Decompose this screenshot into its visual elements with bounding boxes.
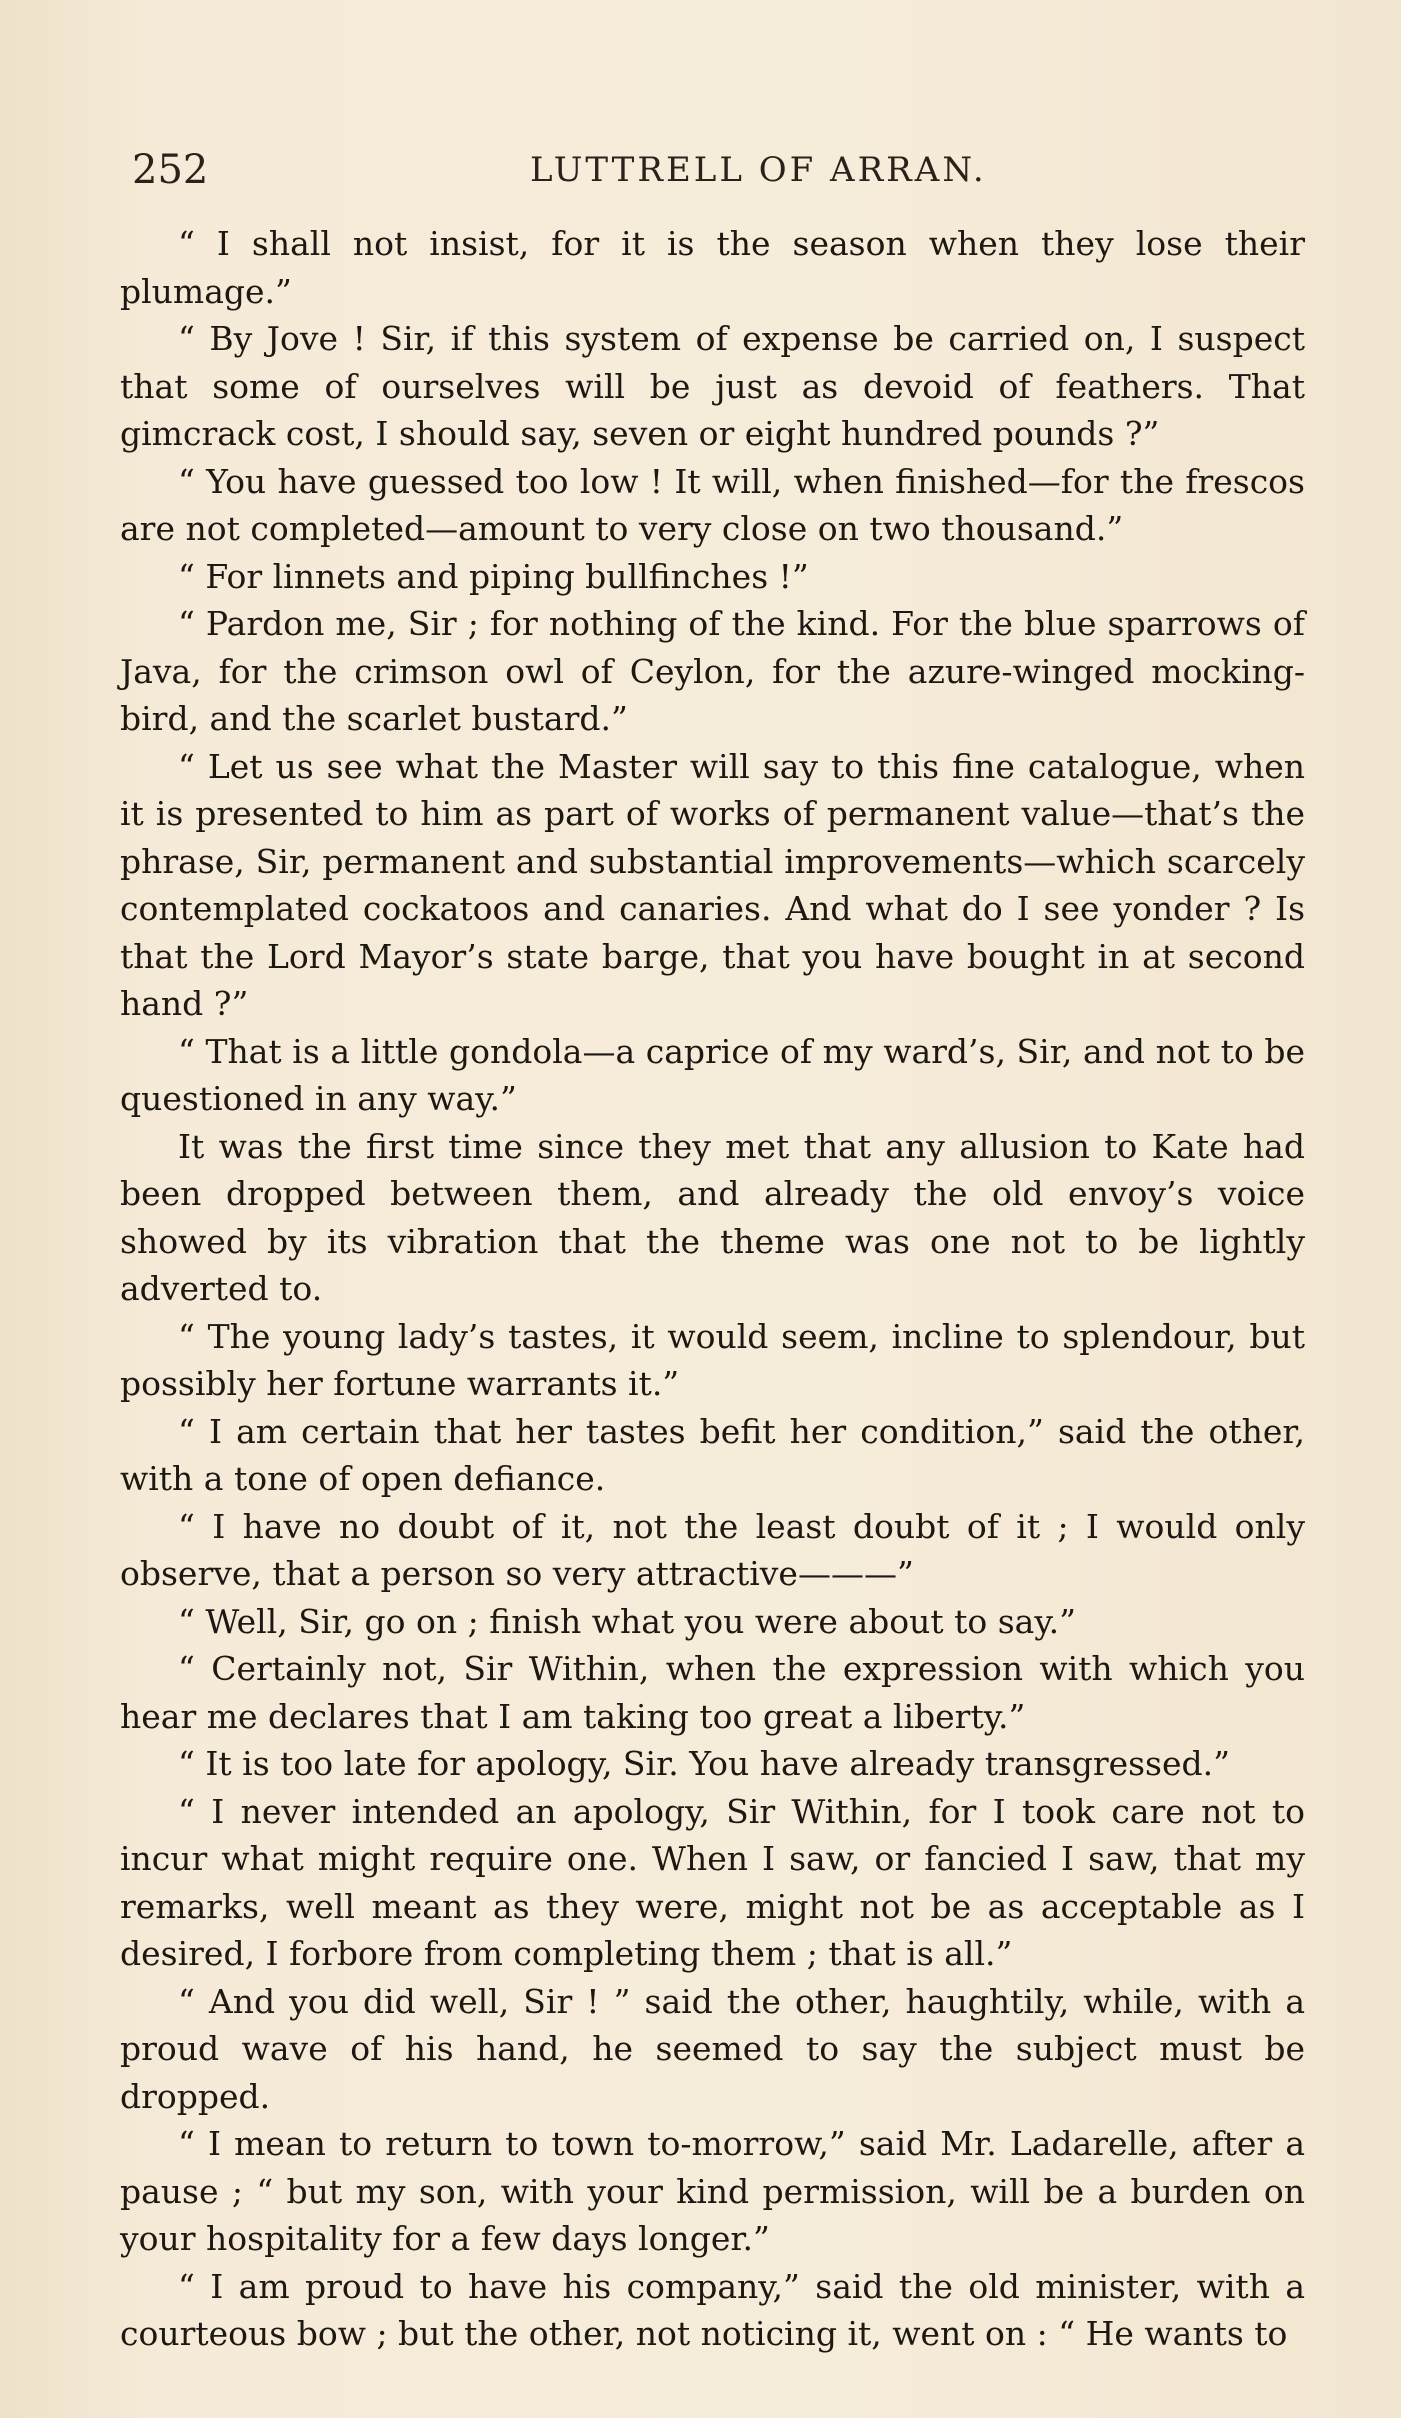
paragraph: “ For linnets and piping bullfinches !” <box>178 556 809 596</box>
page-number: 252 <box>132 147 209 193</box>
body-text <box>120 220 1305 2358</box>
paragraph: “ Well, Sir, go on ; finish what you were about to say.” <box>178 1601 1076 1641</box>
paragraph: “ I shall not insist, for it is the season when they lose their plumage.” <box>120 224 1305 311</box>
paragraph: “ Let us see what the Master will say to this fine catalogue, when it is presented to him as part of works of permanent value—that’s the phrase, Sir, permanent and substantial improvements—which scarcely contemplated cockatoos and canaries. And what do I see yonder ? Is that the Lord Mayor’s state barge, that you have bought in at second hand ?” <box>120 746 1305 1023</box>
paragraph: “ Certainly not, Sir Within, when the expression with which you hear me declares that I am taking too great a liberty.” <box>120 1649 1305 1736</box>
paragraph: “ I am certain that her tastes befit her condition,” said the other, with a tone of open defiance. <box>120 1411 1305 1498</box>
paragraph: It was the first time since they met that any allusion to Kate had been dropped between them, and already the old envoy’s voice showed by its vibration that the theme was one not to be lightly adverted to. <box>120 1126 1305 1308</box>
paragraph: “ I mean to return to town to-morrow,” said Mr. Ladarelle, after a pause ; “ but my son, with your kind permission, will be a burden on your hospitality for a few days longer.” <box>120 2124 1305 2258</box>
paragraph: “ Pardon me, Sir ; for nothing of the kind. For the blue sparrows of Java, for the crimson owl of Ceylon, for the azure-winged mocking-bird, and the scarlet bustard.” <box>120 604 1305 738</box>
paragraph: “ It is too late for apology, Sir. You have already transgressed.” <box>178 1744 1231 1783</box>
running-title: LUTTRELL OF ARRAN. <box>530 150 987 190</box>
paragraph: “ I have no doubt of it, not the least doubt of it ; I would only observe, that a person so very attractive———” <box>120 1506 1305 1593</box>
page-header <box>132 145 1302 195</box>
paragraph: “ That is a little gondola—a caprice of my ward’s, Sir, and not to be questioned in any way.” <box>120 1031 1305 1118</box>
paragraph: “ And you did well, Sir ! ” said the other, haughtily, while, with a proud wave of his hand, he seemed to say the subject must be dropped. <box>120 1981 1305 2116</box>
paragraph: “ I am proud to have his company,” said the old minister, with a courteous bow ; but the other, not noticing it, went on : “ He wants to <box>120 2266 1305 2353</box>
paragraph: “ By Jove ! Sir, if this system of expense be carried on, I suspect that some of ourselves will be just as devoid of feathers. That gimcrack cost, I should say, seven or eight hundred pounds ?” <box>120 319 1305 453</box>
paragraph: “ You have guessed too low ! It will, when finished—for the frescos are not completed—amount to very close on two thousand.” <box>120 461 1305 548</box>
paragraph: “ The young lady’s tastes, it would seem, incline to splendour, but possibly her fortune warrants it.” <box>120 1316 1305 1403</box>
paragraph: “ I never intended an apology, Sir Within, for I took care not to incur what might require one. When I saw, or fancied I saw, that my remarks, well meant as they were, might not be as acceptable as I desired, I forbore from completing them ; that is all.” <box>120 1791 1305 1973</box>
